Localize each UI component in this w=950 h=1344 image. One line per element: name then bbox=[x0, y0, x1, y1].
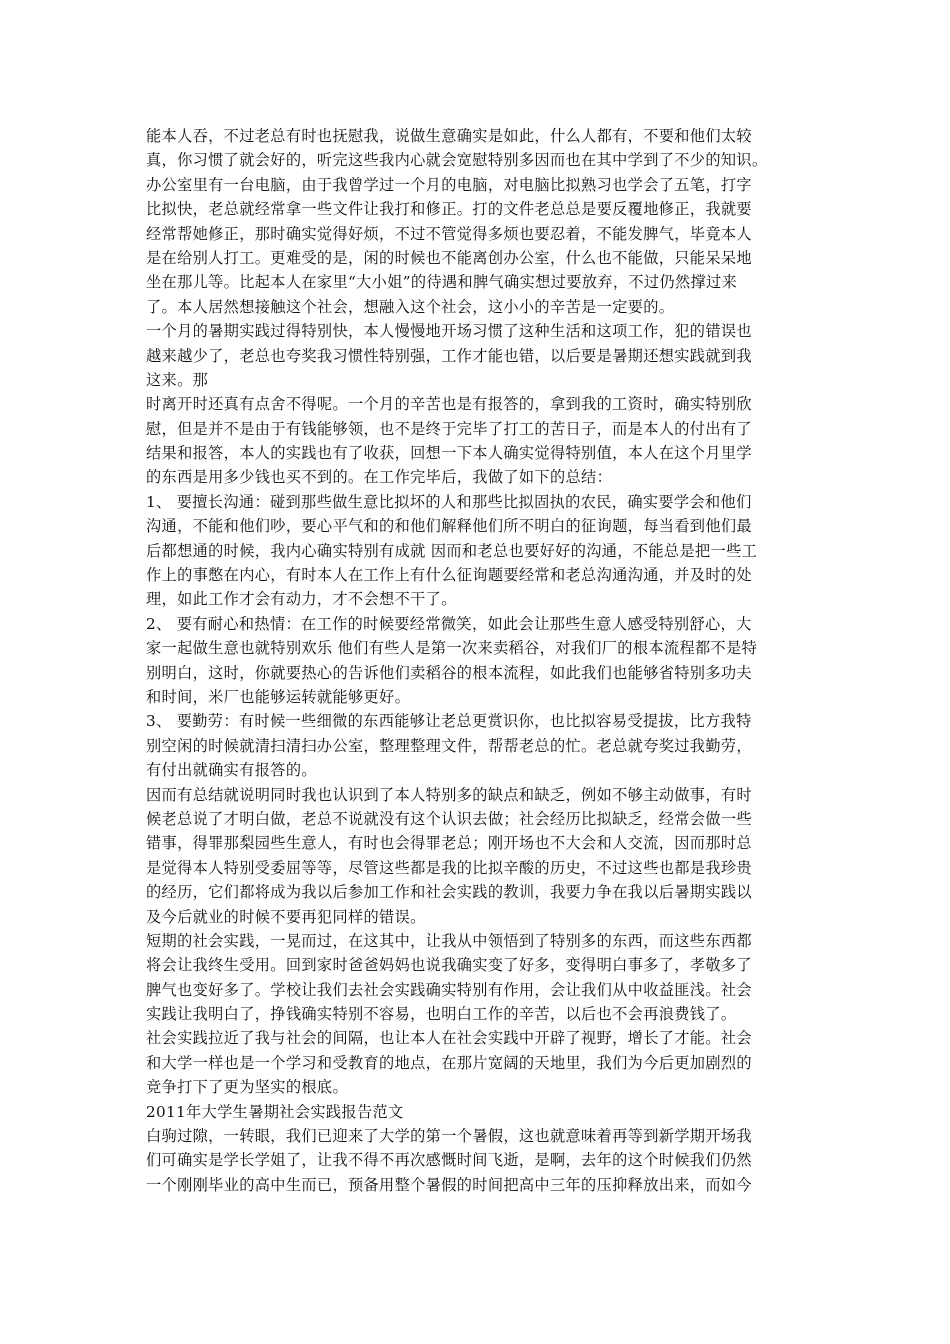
text-line: 实践让我明白了，挣钱确实特别不容易，也明白工作的辛苦，以后也不会再浪费钱了。 bbox=[146, 1005, 737, 1024]
text-line: 一个刚刚毕业的高中生而已，预备用整个暑假的时间把高中三年的压抑释放出来，而如今 bbox=[146, 1175, 752, 1194]
section-heading: 2011年大学生暑期社会实践报告范文 bbox=[146, 1102, 404, 1121]
text-line: 时离开时还真有点舍不得呢。一个月的辛苦也是有报答的，拿到我的工资时，确实特别欣 bbox=[146, 395, 752, 414]
text-line: 将会让我终生受用。回到家时爸爸妈妈也说我确实变了好多，变得明白事多了，孝敬多了 bbox=[146, 956, 752, 975]
text-line: 别明白，这时，你就要热心的告诉他们卖稻谷的根本流程，如此我们也能够省特别多功夫 bbox=[146, 663, 752, 682]
text-line: 是在给别人打工。更难受的是，闲的时候也不能离创办公室，什么也不能做，只能呆呆地 bbox=[146, 248, 752, 267]
text-line: 候老总说了才明白做，老总不说就没有这个认识去做；社会经历比拟缺乏，经常会做一些 bbox=[146, 809, 752, 828]
text-line: 的经历，它们都将成为我以后参加工作和社会实践的教训，我要力争在我以后暑期实践以 bbox=[146, 883, 752, 902]
text-line: 理，如此工作才会有动力，才不会想不干了。 bbox=[146, 590, 457, 609]
text-line: 们可确实是学长学姐了，让我不得不再次感慨时间飞逝，是啊，去年的这个时候我们仍然 bbox=[146, 1151, 752, 1170]
text-line: 别空闲的时候就清扫清扫办公室，整理整理文件，帮帮老总的忙。老总就夸奖过我勤劳， bbox=[146, 736, 752, 755]
text-line: 作上的事憋在内心，有时本人在工作上有什么征询题要经常和老总沟通沟通，并及时的处 bbox=[146, 566, 752, 585]
text-line: 及今后就业的时候不要再犯同样的错误。 bbox=[146, 907, 426, 926]
text-line: 经常帮她修正，那时确实觉得好烦，不过不管觉得多烦也要忍着，不能发脾气，毕竟本人 bbox=[146, 224, 752, 243]
text-line: 脾气也变好多了。学校让我们去社会实践确实特别有作用，会让我们从中收益匪浅。社会 bbox=[146, 980, 752, 999]
text-line: 越来越少了，老总也夸奖我习惯性特别强，工作才能也错，以后要是暑期还想实践就到我 bbox=[146, 346, 752, 365]
text-line: 后都想通的时候，我内心确实特别有成就 因而和老总也要好好的沟通，不能总是把一些工 bbox=[146, 541, 758, 560]
text-line: 3、 要勤劳：有时候一些细微的东西能够让老总更赏识你，也比拟容易受提拔，比方我特 bbox=[146, 712, 752, 731]
text-line: 因而有总结就说明同时我也认识到了本人特别多的缺点和缺乏，例如不够主动做事，有时 bbox=[146, 785, 752, 804]
text-line: 家一起做生意也就特别欢乐 他们有些人是第一次来卖稻谷，对我们厂的根本流程都不是特 bbox=[146, 639, 758, 658]
text-line: 结果和报答，本人的实践也有了收获，回想一下本人确实觉得特别值，本人在这个月里学 bbox=[146, 444, 752, 463]
text-line: 和大学一样也是一个学习和受教育的地点，在那片宽阔的天地里，我们为今后更加剧烈的 bbox=[146, 1053, 752, 1072]
text-line: 是觉得本人特别受委屈等等，尽管这些都是我的比拟辛酸的历史，不过这些也都是我珍贵 bbox=[146, 858, 752, 877]
text-line: 慰，但是并不是由于有钱能够领，也不是终于完毕了打工的苦日子，而是本人的付出有了 bbox=[146, 419, 752, 438]
text-line: 短期的社会实践，一晃而过，在这其中，让我从中领悟到了特别多的东西，而这些东西都 bbox=[146, 931, 752, 950]
text-line: 一个月的暑期实践过得特别快，本人慢慢地开场习惯了这种生活和这项工作，犯的错误也 bbox=[146, 322, 752, 341]
text-line: 1、 要擅长沟通：碰到那些做生意比拟坏的人和那些比拟固执的农民，确实要学会和他们 bbox=[146, 492, 752, 511]
document-body bbox=[146, 124, 808, 1197]
text-line: 有付出就确实有报答的。 bbox=[146, 761, 317, 780]
text-line: 这来。那 bbox=[146, 370, 209, 389]
text-line: 的东西是用多少钱也买不到的。在工作完毕后，我做了如下的总结： bbox=[146, 468, 613, 487]
text-line: 和时间，米厂也能够运转就能够更好。 bbox=[146, 687, 411, 706]
text-line: 比拟快，老总就经常拿一些文件让我打和修正。打的文件老总总是要反覆地修正，我就要 bbox=[146, 200, 752, 219]
text-line: 真，你习惯了就会好的，听完这些我内心就会宽慰特别多因而也在其中学到了不少的知识。 bbox=[146, 151, 768, 170]
text-line: 社会实践拉近了我与社会的间隔，也让本人在社会实践中开辟了视野，增长了才能。社会 bbox=[146, 1029, 752, 1048]
text-line: 办公室里有一台电脑，由于我曾学过一个月的电脑，对电脑比拟熟习也学会了五笔，打字 bbox=[146, 175, 752, 194]
text-line: 2、 要有耐心和热情：在工作的时候要经常微笑，如此会让那些生意人感受特别舒心，大 bbox=[146, 614, 752, 633]
text-line: 坐在那儿等。比起本人在家里“大小姐”的待遇和脾气确实想过要放弃，不过仍然撑过来 bbox=[146, 273, 738, 292]
text-line: 错事，得罪那梨园些生意人，有时也会得罪老总；刚开场也不大会和人交流，因而那时总 bbox=[146, 834, 752, 853]
text-line: 能本人吞，不过老总有时也抚慰我，说做生意确实是如此，什么人都有，不要和他们太较 bbox=[146, 127, 752, 145]
text-line: 竞争打下了更为坚实的根底。 bbox=[146, 1078, 348, 1097]
text-line: 白驹过隙，一转眼，我们已迎来了大学的第一个暑假，这也就意味着再等到新学期开场我 bbox=[146, 1127, 752, 1146]
text-line: 了。本人居然想接触这个社会，想融入这个社会，这小小的辛苦是一定要的。 bbox=[146, 297, 675, 316]
text-line: 沟通，不能和他们吵，要心平气和的和他们解释他们所不明白的征询题，每当看到他们最 bbox=[146, 517, 752, 536]
